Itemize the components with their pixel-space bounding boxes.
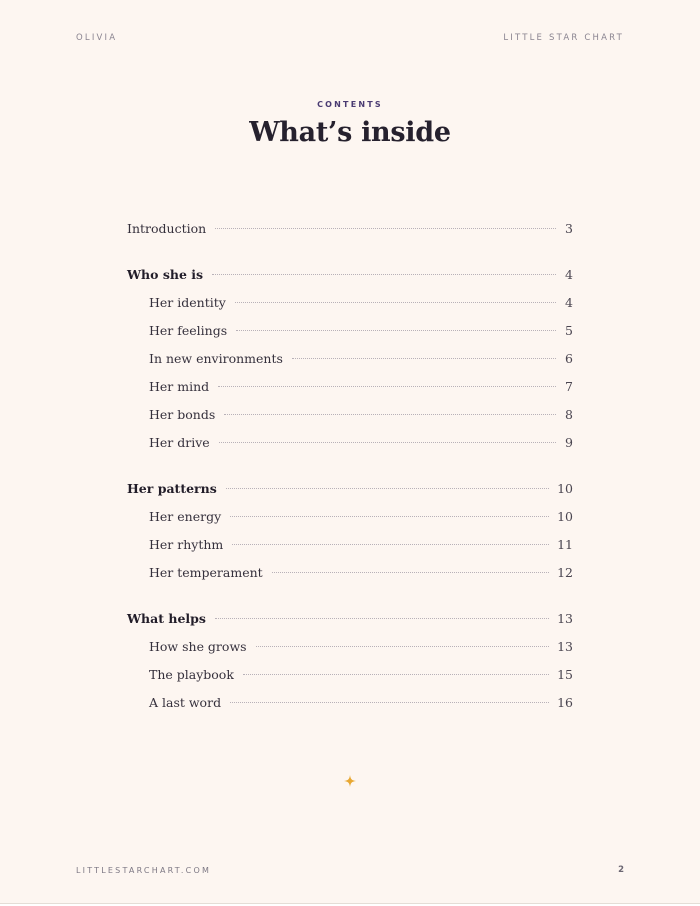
dot-leader bbox=[219, 442, 556, 443]
footer-website: LITTLESTARCHART.COM bbox=[76, 866, 212, 875]
toc-page-number: 5 bbox=[565, 323, 573, 338]
dot-leader bbox=[243, 674, 549, 675]
toc-section-who-she-is[interactable] bbox=[127, 263, 573, 291]
toc-entry-her-feelings[interactable] bbox=[127, 319, 573, 347]
toc-page-number: 6 bbox=[565, 351, 573, 366]
toc-entry-the-playbook[interactable] bbox=[127, 663, 573, 691]
toc-entry-label: Her mind bbox=[149, 379, 210, 394]
dot-leader bbox=[235, 302, 556, 303]
toc-page-number: 7 bbox=[565, 379, 573, 394]
toc-entry-label: Her energy bbox=[149, 509, 222, 524]
running-head-child-name: OLIVIA bbox=[76, 33, 118, 43]
dot-leader bbox=[212, 274, 556, 275]
toc-entry-how-she-grows[interactable] bbox=[127, 635, 573, 663]
toc-page-number: 12 bbox=[557, 565, 573, 580]
dot-leader bbox=[230, 702, 549, 703]
sparkle-star-icon bbox=[340, 771, 360, 791]
dot-leader bbox=[215, 228, 556, 229]
toc-page-number: 3 bbox=[565, 221, 573, 236]
toc-entry-her-mind[interactable] bbox=[127, 375, 573, 403]
toc-entry-her-bonds[interactable] bbox=[127, 403, 573, 431]
toc-section-label: Her patterns bbox=[127, 481, 217, 496]
toc-page-number: 15 bbox=[557, 667, 573, 682]
toc-entry-her-identity[interactable] bbox=[127, 291, 573, 319]
toc-entry-her-rhythm[interactable] bbox=[127, 533, 573, 561]
toc-section-label: What helps bbox=[127, 611, 206, 626]
toc-entry-label: Introduction bbox=[127, 221, 207, 236]
toc-page-number: 8 bbox=[565, 407, 573, 422]
table-of-contents bbox=[127, 217, 573, 719]
toc-entry-label: Her drive bbox=[149, 435, 210, 450]
toc-page-number: 4 bbox=[565, 267, 573, 282]
toc-entry-label: Her temperament bbox=[149, 565, 263, 580]
section-gap bbox=[127, 459, 573, 477]
toc-entry-label: The playbook bbox=[149, 667, 234, 682]
dot-leader bbox=[232, 544, 549, 545]
toc-entry-introduction[interactable] bbox=[127, 217, 573, 245]
dot-leader bbox=[256, 646, 550, 647]
toc-page-number: 10 bbox=[557, 509, 573, 524]
dot-leader bbox=[292, 358, 556, 359]
running-head-brand: LITTLE STAR CHART bbox=[503, 33, 624, 43]
toc-entry-label: Her bonds bbox=[149, 407, 216, 422]
toc-page-number: 13 bbox=[557, 639, 573, 654]
toc-entry-label: Her feelings bbox=[149, 323, 228, 338]
toc-section-what-helps[interactable] bbox=[127, 607, 573, 635]
toc-entry-in-new-environments[interactable] bbox=[127, 347, 573, 375]
dot-leader bbox=[236, 330, 556, 331]
toc-entry-label: Her rhythm bbox=[149, 537, 224, 552]
dot-leader bbox=[215, 618, 549, 619]
dot-leader bbox=[218, 386, 556, 387]
dot-leader bbox=[230, 516, 549, 517]
toc-page-number: 11 bbox=[557, 537, 573, 552]
page-title: What’s inside bbox=[249, 117, 451, 148]
toc-entry-her-energy[interactable] bbox=[127, 505, 573, 533]
toc-page-number: 16 bbox=[557, 695, 573, 710]
toc-entry-label: How she grows bbox=[149, 639, 247, 654]
toc-entry-a-last-word[interactable] bbox=[127, 691, 573, 719]
dot-leader bbox=[226, 488, 549, 489]
toc-page-number: 4 bbox=[565, 295, 573, 310]
toc-entry-label: A last word bbox=[149, 695, 222, 710]
toc-entry-her-drive[interactable] bbox=[127, 431, 573, 459]
toc-page-number: 10 bbox=[557, 481, 573, 496]
toc-page-number: 13 bbox=[557, 611, 573, 626]
toc-section-her-patterns[interactable] bbox=[127, 477, 573, 505]
toc-entry-label: Her identity bbox=[149, 295, 226, 310]
section-gap bbox=[127, 589, 573, 607]
dot-leader bbox=[224, 414, 556, 415]
toc-page-number: 9 bbox=[565, 435, 573, 450]
toc-entry-label: In new environments bbox=[149, 351, 283, 366]
footer-page-number: 2 bbox=[618, 865, 624, 875]
section-gap bbox=[127, 245, 573, 263]
toc-section-label: Who she is bbox=[127, 267, 204, 282]
contents-eyebrow: CONTENTS bbox=[317, 100, 383, 109]
dot-leader bbox=[272, 572, 549, 573]
toc-entry-her-temperament[interactable] bbox=[127, 561, 573, 589]
